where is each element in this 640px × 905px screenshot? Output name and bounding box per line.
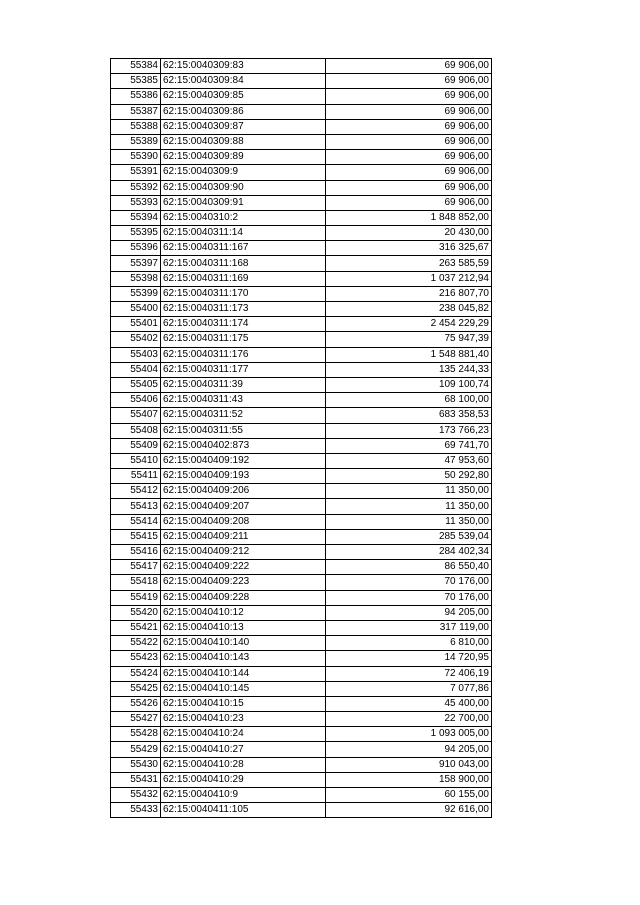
value-cell: 20 430,00 <box>326 226 492 241</box>
row-number-cell: 55405 <box>111 377 161 392</box>
value-cell: 70 176,00 <box>326 575 492 590</box>
table-row <box>111 302 492 317</box>
row-number-cell: 55415 <box>111 529 161 544</box>
row-number-cell: 55389 <box>111 134 161 149</box>
table-row <box>111 469 492 484</box>
table-row <box>111 332 492 347</box>
table-row <box>111 119 492 134</box>
table-row <box>111 393 492 408</box>
value-cell: 68 100,00 <box>326 393 492 408</box>
table-row <box>111 620 492 635</box>
row-number-cell: 55427 <box>111 712 161 727</box>
value-cell: 69 906,00 <box>326 180 492 195</box>
cadastral-number-cell: 62:15:0040309:86 <box>161 104 326 119</box>
cadastral-number-cell: 62:15:0040311:176 <box>161 347 326 362</box>
cadastral-number-cell: 62:15:0040410:145 <box>161 681 326 696</box>
value-cell: 216 807,70 <box>326 286 492 301</box>
row-number-cell: 55391 <box>111 165 161 180</box>
cadastral-number-cell: 62:15:0040409:207 <box>161 499 326 514</box>
row-number-cell: 55395 <box>111 226 161 241</box>
value-cell: 69 906,00 <box>326 74 492 89</box>
row-number-cell: 55428 <box>111 727 161 742</box>
row-number-cell: 55398 <box>111 271 161 286</box>
cadastral-number-cell: 62:15:0040410:28 <box>161 757 326 772</box>
row-number-cell: 55433 <box>111 803 161 818</box>
cadastral-number-cell: 62:15:0040309:83 <box>161 59 326 74</box>
value-cell: 86 550,40 <box>326 560 492 575</box>
row-number-cell: 55411 <box>111 469 161 484</box>
value-cell: 109 100,74 <box>326 377 492 392</box>
document-page <box>110 58 490 818</box>
value-cell: 1 093 005,00 <box>326 727 492 742</box>
value-cell: 317 119,00 <box>326 620 492 635</box>
row-number-cell: 55420 <box>111 605 161 620</box>
cadastral-number-cell: 62:15:0040409:192 <box>161 453 326 468</box>
table-row <box>111 241 492 256</box>
row-number-cell: 55384 <box>111 59 161 74</box>
cadastral-number-cell: 62:15:0040409:211 <box>161 529 326 544</box>
cadastral-number-cell: 62:15:0040409:208 <box>161 514 326 529</box>
cadastral-number-cell: 62:15:0040309:87 <box>161 119 326 134</box>
table-row <box>111 89 492 104</box>
row-number-cell: 55390 <box>111 150 161 165</box>
row-number-cell: 55414 <box>111 514 161 529</box>
row-number-cell: 55387 <box>111 104 161 119</box>
cadastral-number-cell: 62:15:0040402:873 <box>161 438 326 453</box>
table-row <box>111 545 492 560</box>
value-cell: 316 325,67 <box>326 241 492 256</box>
table-row <box>111 651 492 666</box>
value-cell: 69 906,00 <box>326 89 492 104</box>
table-row <box>111 636 492 651</box>
row-number-cell: 55412 <box>111 484 161 499</box>
cadastral-number-cell: 62:15:0040309:88 <box>161 134 326 149</box>
row-number-cell: 55422 <box>111 636 161 651</box>
row-number-cell: 55403 <box>111 347 161 362</box>
table-row <box>111 666 492 681</box>
value-cell: 69 906,00 <box>326 59 492 74</box>
value-cell: 47 953,60 <box>326 453 492 468</box>
row-number-cell: 55401 <box>111 317 161 332</box>
cadastral-number-cell: 62:15:0040309:91 <box>161 195 326 210</box>
row-number-cell: 55386 <box>111 89 161 104</box>
table-row <box>111 271 492 286</box>
cadastral-number-cell: 62:15:0040410:24 <box>161 727 326 742</box>
value-cell: 94 205,00 <box>326 605 492 620</box>
value-cell: 6 810,00 <box>326 636 492 651</box>
row-number-cell: 55432 <box>111 788 161 803</box>
value-cell: 72 406,19 <box>326 666 492 681</box>
table-row <box>111 484 492 499</box>
cadastral-number-cell: 62:15:0040410:143 <box>161 651 326 666</box>
table-row <box>111 712 492 727</box>
row-number-cell: 55430 <box>111 757 161 772</box>
table-row <box>111 529 492 544</box>
cadastral-number-cell: 62:15:0040309:85 <box>161 89 326 104</box>
cadastral-number-cell: 62:15:0040410:15 <box>161 696 326 711</box>
row-number-cell: 55385 <box>111 74 161 89</box>
table-row <box>111 286 492 301</box>
value-cell: 263 585,59 <box>326 256 492 271</box>
cadastral-number-cell: 62:15:0040311:52 <box>161 408 326 423</box>
table-row <box>111 180 492 195</box>
row-number-cell: 55417 <box>111 560 161 575</box>
value-cell: 2 454 229,29 <box>326 317 492 332</box>
data-table <box>110 58 492 818</box>
value-cell: 70 176,00 <box>326 590 492 605</box>
cadastral-number-cell: 62:15:0040311:169 <box>161 271 326 286</box>
table-row <box>111 605 492 620</box>
table-row <box>111 681 492 696</box>
table-row <box>111 438 492 453</box>
row-number-cell: 55407 <box>111 408 161 423</box>
row-number-cell: 55431 <box>111 772 161 787</box>
value-cell: 11 350,00 <box>326 514 492 529</box>
cadastral-number-cell: 62:15:0040311:170 <box>161 286 326 301</box>
value-cell: 69 906,00 <box>326 104 492 119</box>
table-row <box>111 256 492 271</box>
cadastral-number-cell: 62:15:0040410:13 <box>161 620 326 635</box>
value-cell: 45 400,00 <box>326 696 492 711</box>
table-row <box>111 104 492 119</box>
row-number-cell: 55423 <box>111 651 161 666</box>
row-number-cell: 55404 <box>111 362 161 377</box>
row-number-cell: 55421 <box>111 620 161 635</box>
cadastral-number-cell: 62:15:0040311:14 <box>161 226 326 241</box>
table-row <box>111 742 492 757</box>
value-cell: 11 350,00 <box>326 499 492 514</box>
row-number-cell: 55410 <box>111 453 161 468</box>
table-row <box>111 590 492 605</box>
table-row <box>111 347 492 362</box>
cadastral-number-cell: 62:15:0040409:193 <box>161 469 326 484</box>
table-row <box>111 74 492 89</box>
value-cell: 69 906,00 <box>326 165 492 180</box>
value-cell: 1 548 881,40 <box>326 347 492 362</box>
table-row <box>111 560 492 575</box>
cadastral-number-cell: 62:15:0040311:168 <box>161 256 326 271</box>
cadastral-number-cell: 62:15:0040309:9 <box>161 165 326 180</box>
value-cell: 92 616,00 <box>326 803 492 818</box>
value-cell: 683 358,53 <box>326 408 492 423</box>
value-cell: 910 043,00 <box>326 757 492 772</box>
row-number-cell: 55406 <box>111 393 161 408</box>
cadastral-number-cell: 62:15:0040409:222 <box>161 560 326 575</box>
value-cell: 69 906,00 <box>326 150 492 165</box>
cadastral-number-cell: 62:15:0040409:212 <box>161 545 326 560</box>
row-number-cell: 55429 <box>111 742 161 757</box>
row-number-cell: 55400 <box>111 302 161 317</box>
value-cell: 11 350,00 <box>326 484 492 499</box>
value-cell: 7 077,86 <box>326 681 492 696</box>
cadastral-number-cell: 62:15:0040311:177 <box>161 362 326 377</box>
table-row <box>111 210 492 225</box>
table-row <box>111 195 492 210</box>
table-row <box>111 377 492 392</box>
cadastral-number-cell: 62:15:0040411:105 <box>161 803 326 818</box>
value-cell: 22 700,00 <box>326 712 492 727</box>
value-cell: 69 741,70 <box>326 438 492 453</box>
row-number-cell: 55413 <box>111 499 161 514</box>
row-number-cell: 55394 <box>111 210 161 225</box>
cadastral-number-cell: 62:15:0040410:27 <box>161 742 326 757</box>
table-row <box>111 772 492 787</box>
cadastral-number-cell: 62:15:0040410:140 <box>161 636 326 651</box>
table-row <box>111 757 492 772</box>
cadastral-number-cell: 62:15:0040311:173 <box>161 302 326 317</box>
value-cell: 75 947,39 <box>326 332 492 347</box>
row-number-cell: 55393 <box>111 195 161 210</box>
table-row <box>111 362 492 377</box>
row-number-cell: 55392 <box>111 180 161 195</box>
table-row <box>111 226 492 241</box>
value-cell: 284 402,34 <box>326 545 492 560</box>
table-row <box>111 150 492 165</box>
table-row <box>111 575 492 590</box>
cadastral-number-cell: 62:15:0040311:55 <box>161 423 326 438</box>
row-number-cell: 55397 <box>111 256 161 271</box>
cadastral-number-cell: 62:15:0040409:206 <box>161 484 326 499</box>
cadastral-number-cell: 62:15:0040410:144 <box>161 666 326 681</box>
value-cell: 94 205,00 <box>326 742 492 757</box>
cadastral-number-cell: 62:15:0040311:174 <box>161 317 326 332</box>
cadastral-number-cell: 62:15:0040409:223 <box>161 575 326 590</box>
cadastral-number-cell: 62:15:0040309:84 <box>161 74 326 89</box>
cadastral-number-cell: 62:15:0040309:90 <box>161 180 326 195</box>
table-row <box>111 788 492 803</box>
value-cell: 158 900,00 <box>326 772 492 787</box>
table-row <box>111 696 492 711</box>
table-row <box>111 453 492 468</box>
value-cell: 14 720,95 <box>326 651 492 666</box>
value-cell: 69 906,00 <box>326 119 492 134</box>
value-cell: 1 037 212,94 <box>326 271 492 286</box>
cadastral-number-cell: 62:15:0040410:9 <box>161 788 326 803</box>
value-cell: 173 766,23 <box>326 423 492 438</box>
table-row <box>111 803 492 818</box>
table-row <box>111 423 492 438</box>
value-cell: 1 848 852,00 <box>326 210 492 225</box>
table-row <box>111 317 492 332</box>
row-number-cell: 55399 <box>111 286 161 301</box>
table-row <box>111 514 492 529</box>
table-row <box>111 499 492 514</box>
value-cell: 69 906,00 <box>326 195 492 210</box>
row-number-cell: 55388 <box>111 119 161 134</box>
cadastral-number-cell: 62:15:0040311:43 <box>161 393 326 408</box>
row-number-cell: 55424 <box>111 666 161 681</box>
row-number-cell: 55409 <box>111 438 161 453</box>
table-row <box>111 59 492 74</box>
cadastral-number-cell: 62:15:0040309:89 <box>161 150 326 165</box>
row-number-cell: 55419 <box>111 590 161 605</box>
value-cell: 238 045,82 <box>326 302 492 317</box>
cadastral-number-cell: 62:15:0040311:175 <box>161 332 326 347</box>
value-cell: 60 155,00 <box>326 788 492 803</box>
value-cell: 285 539,04 <box>326 529 492 544</box>
table-row <box>111 134 492 149</box>
cadastral-number-cell: 62:15:0040311:167 <box>161 241 326 256</box>
cadastral-number-cell: 62:15:0040310:2 <box>161 210 326 225</box>
table-row <box>111 165 492 180</box>
value-cell: 135 244,33 <box>326 362 492 377</box>
value-cell: 69 906,00 <box>326 134 492 149</box>
row-number-cell: 55425 <box>111 681 161 696</box>
cadastral-number-cell: 62:15:0040410:29 <box>161 772 326 787</box>
row-number-cell: 55426 <box>111 696 161 711</box>
cadastral-number-cell: 62:15:0040311:39 <box>161 377 326 392</box>
cadastral-number-cell: 62:15:0040409:228 <box>161 590 326 605</box>
row-number-cell: 55402 <box>111 332 161 347</box>
row-number-cell: 55418 <box>111 575 161 590</box>
value-cell: 50 292,80 <box>326 469 492 484</box>
table-row <box>111 727 492 742</box>
table-row <box>111 408 492 423</box>
cadastral-number-cell: 62:15:0040410:23 <box>161 712 326 727</box>
row-number-cell: 55416 <box>111 545 161 560</box>
row-number-cell: 55408 <box>111 423 161 438</box>
cadastral-number-cell: 62:15:0040410:12 <box>161 605 326 620</box>
row-number-cell: 55396 <box>111 241 161 256</box>
table-body <box>111 59 492 818</box>
